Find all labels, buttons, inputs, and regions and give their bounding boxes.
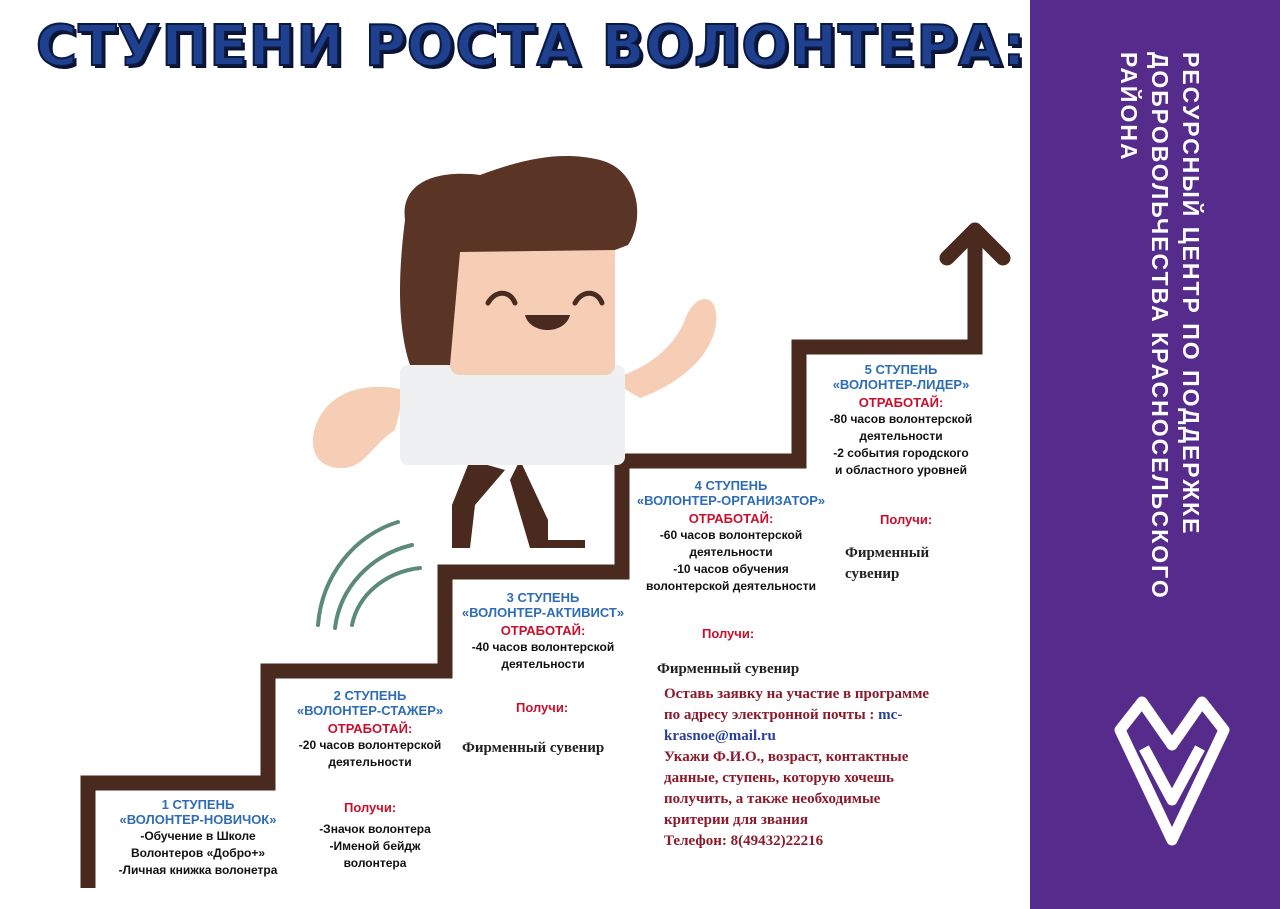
step-3-block	[452, 590, 634, 673]
step-4-work-label: ОТРАБОТАЙ:	[688, 511, 774, 526]
step-3-number: 3 СТУПЕНЬ	[506, 590, 580, 605]
step-2-req-1: -20 часов волонтерской	[298, 738, 442, 752]
step-2-number: 2 СТУПЕНЬ	[333, 688, 407, 703]
step-4-block	[628, 478, 834, 595]
step-4-get-label: Получи:	[702, 626, 755, 641]
step-2-reward-1: -Значок волонтера	[319, 822, 431, 836]
step-5-work-label: ОТРАБОТАЙ:	[858, 395, 944, 410]
org-sidebar	[1030, 0, 1280, 909]
org-name-line-1: РЕСУРСНЫЙ ЦЕНТР ПО ПОДДЕРЖКЕ	[1178, 52, 1204, 536]
org-name-line-2: ДОБРОВОЛЬЧЕСТВА КРАСНОСЕЛЬСКОГО	[1147, 52, 1173, 600]
motion-lines-icon	[318, 522, 420, 628]
volunteer-heart-logo-icon	[1112, 690, 1232, 850]
step-2-work-label: ОТРАБОТАЙ:	[327, 721, 413, 736]
phone-number: Телефон: 8(49432)22216	[664, 833, 824, 849]
info-line-6: получить, а также необходимые	[664, 791, 881, 807]
step-2-get-label: Получи:	[344, 800, 397, 815]
step-1-req-3: -Личная книжка волонетра	[118, 863, 278, 877]
step-5-reward	[845, 543, 929, 585]
info-line-5: данные, ступень, которую хочешь	[664, 770, 894, 786]
step-1-number: 1 СТУПЕНЬ	[161, 797, 235, 812]
step-4-req-4: волонтерской деятельности	[646, 579, 816, 593]
info-line-7: критерии для звания	[664, 812, 808, 828]
info-line-1: Оставь заявку на участие в программе	[664, 686, 930, 702]
info-line-4: Укажи Ф.И.О., возраст, контактные	[664, 749, 909, 765]
step-5-reward-line-1: Фирменный	[845, 545, 930, 561]
info-line-2-prefix: по адресу электронной почты :	[664, 707, 879, 723]
step-4-req-2: деятельности	[689, 545, 773, 559]
step-2-block	[280, 688, 460, 771]
step-3-get-label: Получи:	[516, 700, 569, 715]
step-5-req-1: -80 часов волонтерской	[829, 412, 973, 426]
step-1-req-1: -Обучение в Школе	[140, 829, 256, 843]
step-1-block	[100, 797, 296, 879]
step-5-req-3: -2 события городского	[833, 446, 969, 460]
step-1-title: «ВОЛОНТЕР-НОВИЧОК»	[119, 812, 277, 827]
step-3-req-1: -40 часов волонтерской	[471, 640, 615, 654]
step-5-block	[808, 362, 994, 479]
email-part-1: mc-	[878, 707, 903, 723]
step-5-title: «ВОЛОНТЕР-ЛИДЕР»	[832, 377, 970, 392]
application-info	[664, 684, 1014, 852]
step-3-reward: Фирменный сувенир	[462, 740, 605, 756]
step-2-reward-2: -Именой бейдж	[329, 839, 421, 853]
page-title: СТУПЕНИ РОСТА ВОЛОНТЕРА:	[36, 14, 1027, 79]
step-2-title: «ВОЛОНТЕР-СТАЖЕР»	[296, 703, 444, 718]
org-name	[1113, 52, 1206, 612]
email-link[interactable]: krasnoe@mail.ru	[664, 728, 776, 744]
step-2-reward-3: волонтера	[343, 856, 407, 870]
step-5-req-2: деятельности	[859, 429, 943, 443]
step-3-req-2: деятельности	[501, 657, 585, 671]
step-5-req-4: и областного уровней	[835, 463, 967, 477]
step-4-title: «ВОЛОНТЕР-ОРГАНИЗАТОР»	[636, 493, 826, 508]
step-3-title: «ВОЛОНТЕР-АКТИВИСТ»	[461, 605, 625, 620]
step-1-req-2: Волонтеров «Добро+»	[130, 846, 266, 860]
info-line-2	[664, 705, 1014, 726]
step-4-req-3: -10 часов обучения	[673, 562, 789, 576]
step-3-work-label: ОТРАБОТАЙ:	[500, 623, 586, 638]
org-name-line-3: РАЙОНА	[1116, 52, 1142, 162]
step-4-number: 4 СТУПЕНЬ	[694, 478, 768, 493]
step-4-req-1: -60 часов волонтерской	[659, 528, 803, 542]
step-5-reward-line-2: сувенир	[845, 566, 900, 582]
step-4-reward: Фирменный сувенир	[657, 661, 800, 677]
step-5-get-label: Получи:	[880, 512, 933, 527]
step-5-number: 5 СТУПЕНЬ	[864, 362, 938, 377]
step-2-rewards	[300, 820, 450, 872]
step-2-req-2: деятельности	[328, 755, 412, 769]
